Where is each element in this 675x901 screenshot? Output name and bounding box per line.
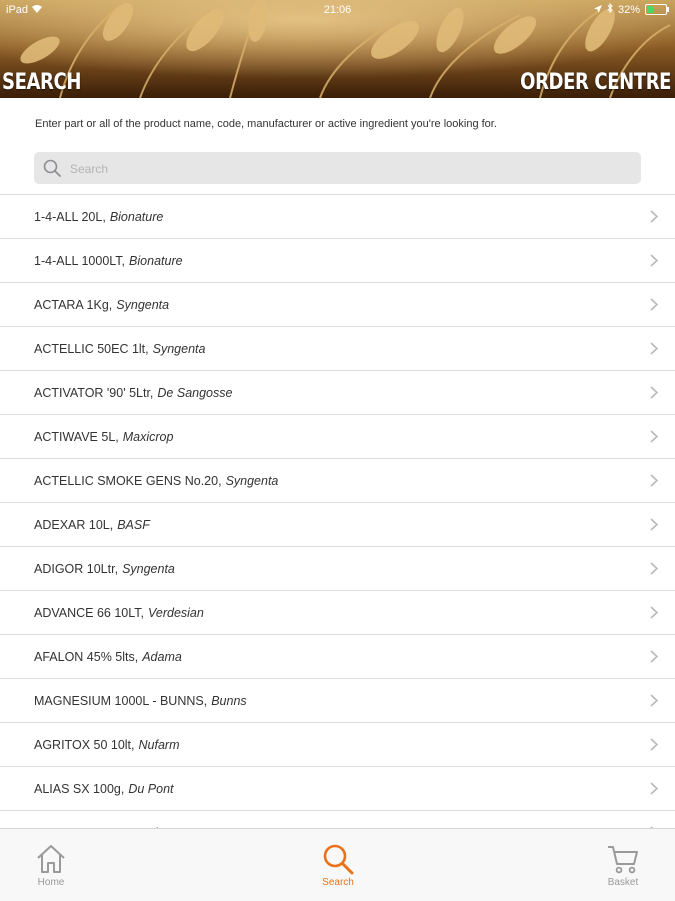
product-row[interactable] <box>0 327 675 371</box>
tab-search-label: Search <box>322 877 354 888</box>
product-name: ACTIWAVE 5L, <box>34 429 119 444</box>
chevron-right-icon <box>650 606 658 622</box>
product-row[interactable] <box>0 767 675 811</box>
product-manufacturer: Syngenta <box>225 473 279 488</box>
chevron-right-icon <box>650 738 658 754</box>
product-name: ADEXAR 10L, <box>34 517 114 532</box>
product-name: ACTELLIC 50EC 1lt, <box>34 341 149 356</box>
bluetooth-icon <box>607 3 613 16</box>
chevron-right-icon <box>650 430 658 446</box>
product-manufacturer: Nufarm <box>138 737 180 752</box>
product-row[interactable] <box>0 283 675 327</box>
product-row[interactable] <box>0 195 675 239</box>
search-bar[interactable] <box>34 152 641 184</box>
chevron-right-icon <box>650 254 658 270</box>
product-list <box>0 194 675 829</box>
product-row[interactable] <box>0 415 675 459</box>
chevron-right-icon <box>650 342 658 358</box>
page-title: SEARCH <box>2 70 82 95</box>
search-icon <box>321 843 355 875</box>
tab-home-label: Home <box>37 877 65 888</box>
chevron-right-icon <box>650 210 658 226</box>
product-row[interactable] <box>0 547 675 591</box>
tab-basket[interactable] <box>583 829 663 901</box>
product-name: ACTELLIC SMOKE GENS No.20, <box>34 473 222 488</box>
battery-percent: 32% <box>617 3 640 16</box>
product-row[interactable] <box>0 591 675 635</box>
product-name: AGRITOX 50 10lt, <box>34 737 135 752</box>
magnifier-icon <box>43 159 61 182</box>
product-row[interactable] <box>0 635 675 679</box>
product-row[interactable] <box>0 679 675 723</box>
chevron-right-icon <box>650 650 658 666</box>
product-manufacturer: Bionature <box>109 209 164 224</box>
battery-icon <box>645 4 667 15</box>
chevron-right-icon <box>650 562 658 578</box>
product-name: MAGNESIUM 1000L - BUNNS, <box>34 693 208 708</box>
tab-basket-label: Basket <box>607 877 639 888</box>
section-title: ORDER CENTRE <box>520 70 671 95</box>
product-row[interactable] <box>0 459 675 503</box>
product-row[interactable] <box>0 723 675 767</box>
chevron-right-icon <box>650 474 658 490</box>
chevron-right-icon <box>650 694 658 710</box>
cart-icon <box>606 843 640 875</box>
product-manufacturer: Syngenta <box>116 297 170 312</box>
product-manufacturer: Bionature <box>129 253 183 268</box>
product-row[interactable] <box>0 503 675 547</box>
product-manufacturer: Syngenta <box>122 561 175 576</box>
status-bar <box>0 0 675 20</box>
chevron-right-icon <box>650 298 658 314</box>
product-manufacturer: Bunns <box>211 693 247 708</box>
product-manufacturer: Maxicrop <box>122 429 174 444</box>
tab-search[interactable] <box>298 829 378 901</box>
home-icon <box>34 843 68 875</box>
tab-bar <box>0 828 675 901</box>
product-manufacturer: Syngenta <box>152 341 206 356</box>
product-manufacturer: De Sangosse <box>157 385 233 400</box>
product-name: ACTIVATOR '90' 5Ltr, <box>34 385 154 400</box>
chevron-right-icon <box>650 518 658 534</box>
search-input[interactable] <box>68 152 632 186</box>
product-name: ACTARA 1Kg, <box>34 297 113 312</box>
product-row[interactable] <box>0 371 675 415</box>
product-manufacturer: BASF <box>117 517 150 532</box>
product-name: 1-4-ALL 20L, <box>34 209 106 224</box>
product-manufacturer: Du Pont <box>128 781 174 796</box>
chevron-right-icon <box>650 386 658 402</box>
product-manufacturer: Verdesian <box>148 605 204 620</box>
clock: 21:06 <box>323 4 352 16</box>
product-row[interactable] <box>0 239 675 283</box>
product-name: ADVANCE 66 10LT, <box>34 605 145 620</box>
search-instructions: Enter part or all of the product name, code, manufacturer or active ingredient you're looking for. <box>35 118 497 130</box>
product-name: AFALON 45% 5lts, <box>34 649 139 664</box>
header-banner <box>0 0 675 98</box>
product-manufacturer: Adama <box>142 649 182 664</box>
device-label: iPad <box>6 4 29 16</box>
tab-home[interactable] <box>11 829 91 901</box>
chevron-right-icon <box>650 782 658 798</box>
product-name: ALIAS SX 100g, <box>34 781 125 796</box>
location-icon <box>594 4 602 16</box>
product-name: 1-4-ALL 1000LT, <box>34 253 126 268</box>
product-name: ADIGOR 10Ltr, <box>34 561 119 576</box>
